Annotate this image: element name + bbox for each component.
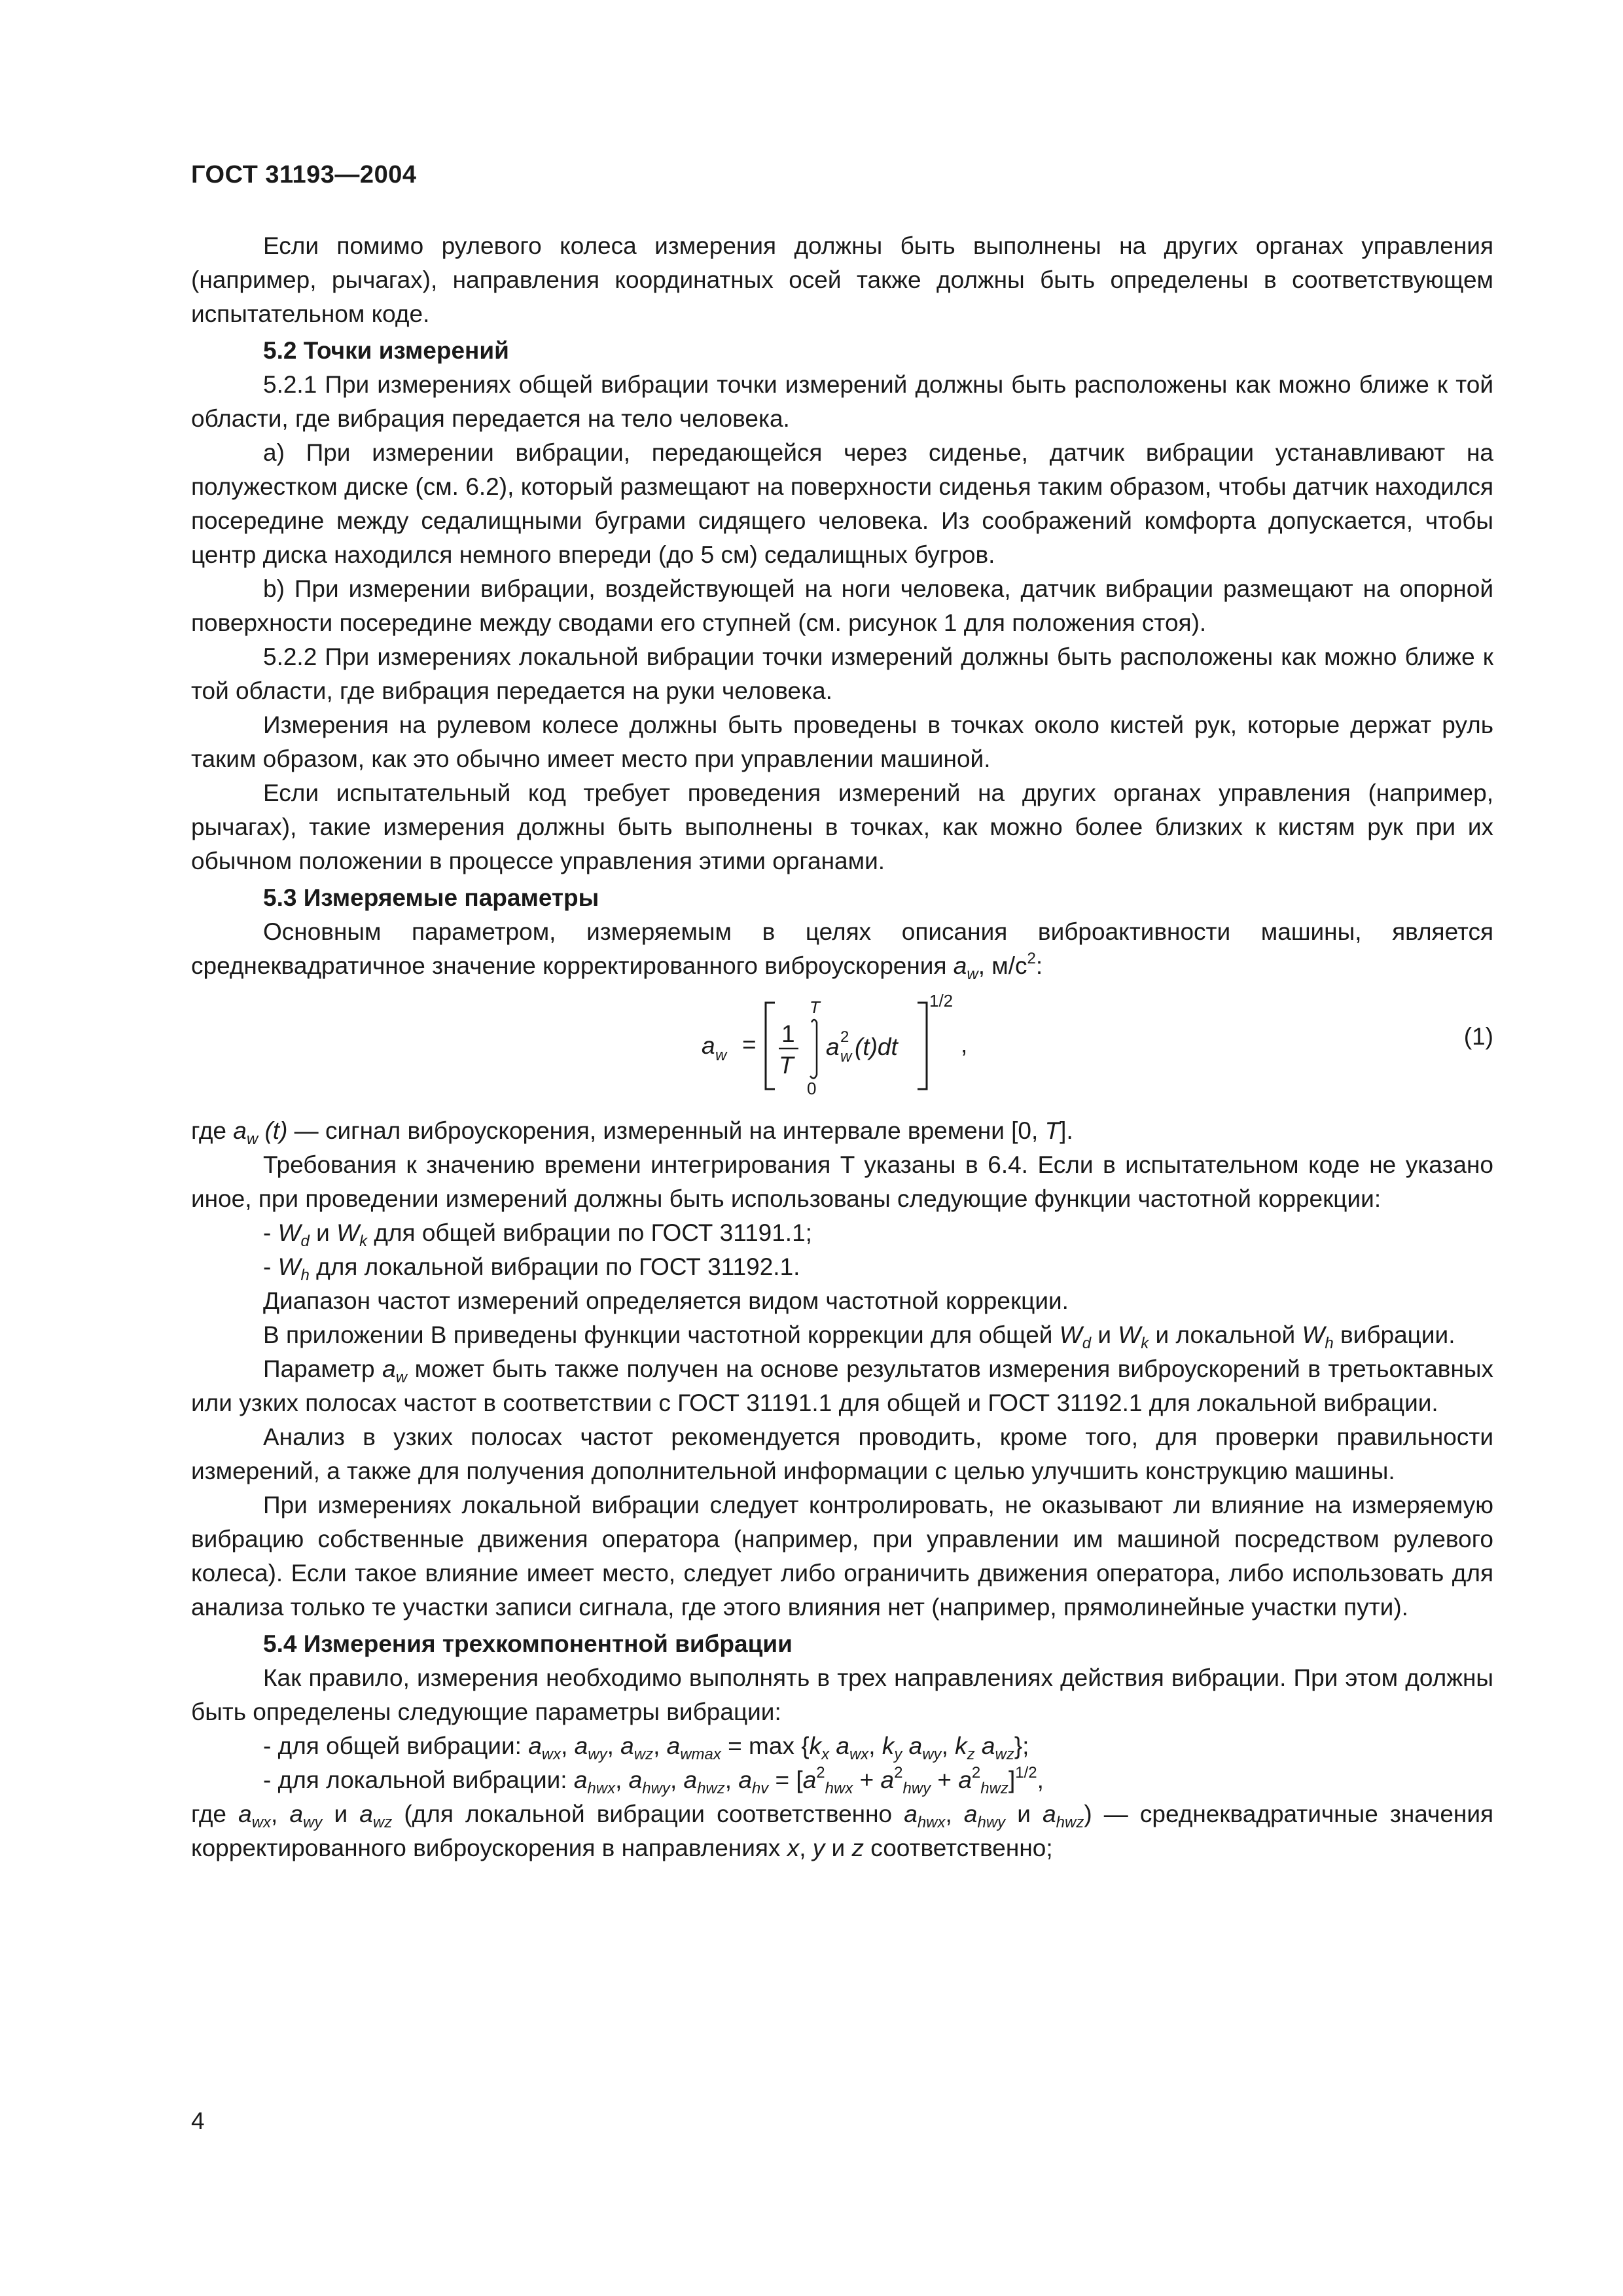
list-item-local-vibration: - $W_h$ для локальной вибрации по ГОСТ 31192.1. bbox=[263, 1253, 800, 1284]
formula-1 bbox=[191, 983, 1493, 1114]
paragraph-frequency-range: Диапазон частот измерений определяется видом частотной коррекции. bbox=[263, 1287, 1069, 1314]
list-item-general-vibration: - $W_d$ и $W_k$ для общей вибрации по ГОСТ 31191.1; bbox=[263, 1219, 812, 1250]
document-header-title: ГОСТ 31193—2004 bbox=[191, 161, 417, 188]
paragraph-integration-time: Требования к значению времени интегрирования T указаны в 6.4. Если в испытательном коде не указано иное, при проведении измерений должны быть использованы следующие функции частотной коррекции: bbox=[191, 1151, 1493, 1212]
paragraph-5-2-1-b: b) При измерении вибрации, воздействующей на ноги человека, датчик вибрации размещают на опорной поверхности посередине между сводами его ступней (см. рисунок 1 для положения стоя). bbox=[191, 575, 1493, 636]
paragraph-5-2-1-a: a) При измерении вибрации, передающейся через сиденье, датчик вибрации устанавливают на полужестком диске (см. 6.2), который размещают на поверхности сиденья таким образом, чтобы датчик находился посередине между седалищными буграми сидящего человека. Из соображений комфорта допускается, чтобы центр диска находился немного впереди (до 5 см) седалищных бугров. bbox=[191, 439, 1493, 568]
paragraph-parameter-aw: Параметр $a_w$ может быть также получен на основе результатов измерения виброускорений в третьоктавных или узких полосах частот в соответствии с ГОСТ 31191.1 для общей и ГОСТ 31192.1 для локальной вибрации. bbox=[191, 1355, 1493, 1416]
document-body bbox=[191, 229, 1493, 1865]
page-number: 4 bbox=[191, 2108, 205, 2134]
svg-text:w: w bbox=[715, 1047, 727, 1064]
svg-text:1/2: 1/2 bbox=[929, 991, 954, 1011]
svg-text:T: T bbox=[810, 997, 820, 1017]
formula-where-clause: где $a_w$ (t) — сигнал виброускорения, измеренный на интервале времени [0, T]. bbox=[191, 1117, 1073, 1148]
paragraph-5-2-2: 5.2.2 При измерениях локальной вибрации точки измерений должны быть расположены как можно ближе к той области, где вибрация передается на руки человека. bbox=[191, 643, 1493, 704]
svg-text:a: a bbox=[826, 1033, 840, 1060]
paragraph-three-directions: Как правило, измерения необходимо выполнять в трех направлениях действия вибрации. При этом должны быть определены следующие параметры вибрации: bbox=[191, 1664, 1493, 1725]
svg-text:=: = bbox=[742, 1031, 757, 1058]
intro-paragraph: Если помимо рулевого колеса измерения должны быть выполнены на других органах управления (например, рычагах), направления координатных осей также должны быть определены в соответствующем испытательном коде. bbox=[191, 232, 1493, 327]
svg-text:,: , bbox=[961, 1031, 968, 1058]
paragraph-narrowband-analysis: Анализ в узких полосах частот рекомендуется проводить, кроме того, для проверки правильности измерений, а также для получения дополнительной информации с целью улучшить конструкцию машины. bbox=[191, 1424, 1493, 1484]
paragraph-5-2-1: 5.2.1 При измерениях общей вибрации точки измерений должны быть расположены как можно ближе к той области, где вибрация передается на тело человека. bbox=[191, 371, 1493, 432]
svg-text:w: w bbox=[840, 1048, 852, 1066]
svg-text:2: 2 bbox=[840, 1028, 849, 1046]
svg-text:1: 1 bbox=[781, 1020, 795, 1047]
svg-text:(t)dt: (t)dt bbox=[855, 1033, 898, 1060]
list-item-local-parameters: - для локальной вибрации: $a_{hwx}$, $a_{hwy}$, $a_{hwz}$, $a_{hv} = [a^2_{hwx} + a^2_{hwy} + a^2_{hwz}]^{1/2}$, bbox=[263, 1764, 1044, 1797]
paragraph-operator-motion: При измерениях локальной вибрации следует контролировать, не оказывают ли влияние на измеряемую вибрацию собственные движения оператора (например, при управлении им машиной посредством рулевого колеса). Если такое влияние имеет место, следует либо ограничить движения оператора, либо использовать для анализа только те участки записи сигнала, где этого влияния нет (например, прямолинейные участки пути). bbox=[191, 1492, 1493, 1621]
paragraph-annex-b: В приложении В приведены функции частотной коррекции для общей $W_d$ и $W_k$ и локальной $W_h$ вибрации. bbox=[263, 1321, 1455, 1352]
svg-text:a: a bbox=[702, 1032, 715, 1059]
list-item-general-parameters: - для общей вибрации: $a_{wx}$, $a_{wy}$, $a_{wz}$, $a_{wmax} = \max \{k_x$ $a_{wx}$, $k_y$ $a_{wy}$, $k_z$ $a_{wz}$}; bbox=[263, 1732, 1029, 1763]
formula-expression bbox=[702, 983, 976, 1114]
section-heading-5-3: 5.3 Измеряемые параметры bbox=[263, 884, 599, 911]
paragraph-other-controls: Если испытательный код требует проведения измерений на других органах управления (например, рычагах), такие измерения должны быть выполнены в точках, как можно более близких к кистям рук при их обычном положении в процессе управления этими органами. bbox=[191, 780, 1493, 874]
paragraph-where-components: где $a_{wx}$, $a_{wy}$ и $a_{wz}$ (для локальной вибрации соответственно $a_{hwx}$, $a_{hwy}$ и $a_{hwz}$) — среднеквадратичные значения корректированного виброускорения в направлениях x, y и z соответственно; bbox=[191, 1801, 1494, 1861]
section-heading-5-2: 5.2 Точки измерений bbox=[263, 337, 509, 364]
section-heading-5-4: 5.4 Измерения трехкомпонентной вибрации bbox=[263, 1630, 793, 1657]
formula-number: (1) bbox=[1463, 1023, 1493, 1050]
svg-text:T: T bbox=[779, 1052, 794, 1079]
paragraph-steering-wheel: Измерения на рулевом колесе должны быть проведены в точках около кистей рук, которые держат руль таким образом, как это обычно имеет место при управлении машиной. bbox=[191, 711, 1493, 772]
paragraph-main-parameter: Основным параметром, измеряемым в целях описания виброактивности машины, является среднеквадратичное значение корректированного виброускорения $a_w$, $м/с^2$: bbox=[191, 918, 1493, 983]
svg-text:0: 0 bbox=[807, 1079, 817, 1098]
